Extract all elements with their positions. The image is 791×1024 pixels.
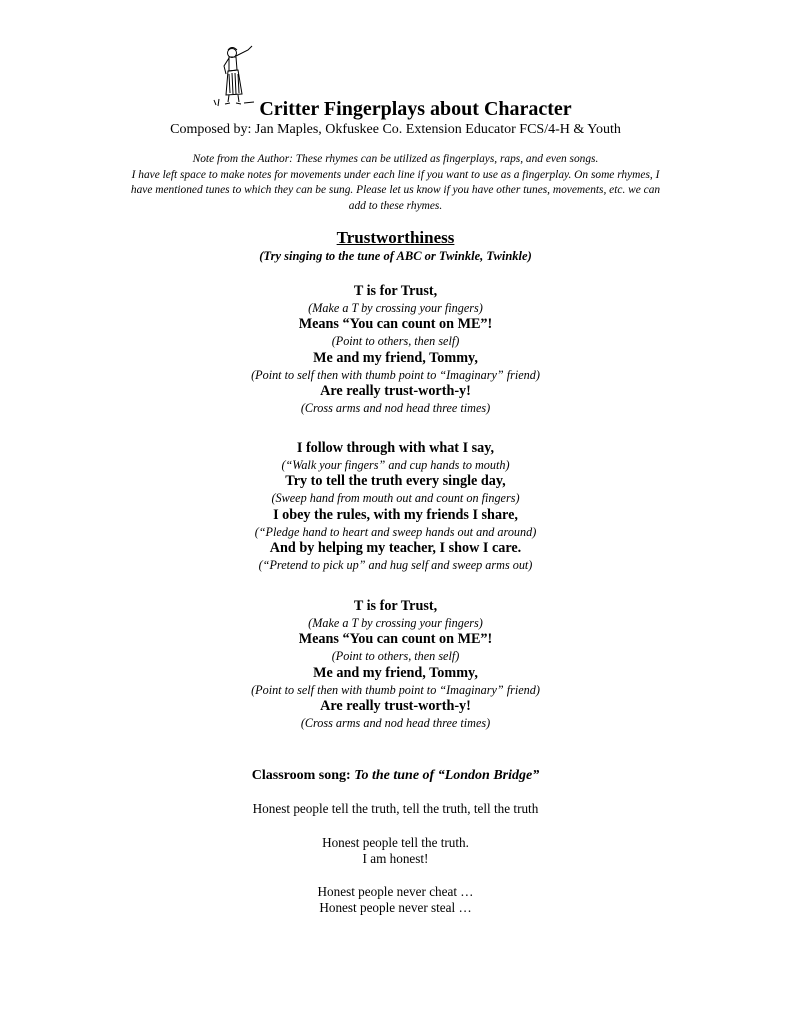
movement-note: (“Pledge hand to heart and sweep hands out and around) [254,524,537,539]
lyric-line: I follow through with what I say, [296,440,495,456]
lyric-line: T is for Trust, [353,598,438,614]
lyric-line: Means “You can count on ME”! [298,631,493,648]
movement-note: (Cross arms and nod head three times) [300,716,491,731]
lyric-line: T is for Trust, [353,283,438,299]
movement-note: (Make a T by crossing your fingers) [308,301,483,315]
song-line: Honest people never steal … [319,900,472,915]
section-title: Trustworthiness [336,228,455,247]
movement-note: (Point to others, then self) [331,334,460,349]
lyric-line: Me and my friend, Tommy, [313,349,478,366]
movement-note: (Make a T by crossing your fingers) [308,616,483,630]
stanza-1 [0,283,791,417]
author-note-line: add to these rhymes. [348,199,443,212]
section-subtitle: (Try singing to the tune of ABC or Twinkle, Twinkle) [259,249,532,263]
classroom-song-heading [0,767,791,785]
lyric-line: And by helping my teacher, I show I care. [269,540,522,557]
song-line: Honest people never cheat … [317,884,474,899]
stanza-2 [0,440,791,574]
author-note [84,152,707,214]
movement-note: (“Walk your fingers” and cup hands to mouth) [281,458,510,472]
movement-note: (Sweep hand from mouth out and count on fingers) [271,491,520,506]
author-note-line: Note from the Author: These rhymes can be utilized as fingerplays, raps, and even songs. [192,153,599,165]
author-note-line: have mentioned tunes to which they can be sung. Please let us know if you have other tunes, movements, etc. we can [130,184,661,197]
classroom-song-label: Classroom song: [251,768,355,783]
song-line: Honest people tell the truth, tell the truth, tell the truth [252,801,539,816]
movement-note: (“Pretend to pick up” and hug self and sweep arms out) [258,558,533,573]
classroom-song-tune: To the tune of “London Bridge” [354,768,540,783]
author-note-line: I have left space to make notes for movements under each line if you want to use as a fingerplay. On some rhymes, I [131,168,660,181]
lyric-line: I obey the rules, with my friends I share, [273,506,518,523]
lyric-line: Means “You can count on ME”! [298,316,493,333]
song-line: Honest people tell the truth. [322,835,469,850]
lyric-line: Me and my friend, Tommy, [313,664,478,681]
lyric-line: Try to tell the truth every single day, [285,473,506,490]
lyric-line: Are really trust-worth-y! [320,383,471,400]
movement-note: (Point to self then with thumb point to “Imaginary” friend) [251,682,540,697]
lyric-line: Are really trust-worth-y! [320,698,471,715]
movement-note: (Point to others, then self) [331,649,460,664]
composed-by-line: Composed by: Jan Maples, Okfuskee Co. Extension Educator FCS/4-H & Youth [170,122,621,137]
song-line: I am honest! [362,851,429,866]
page-title: Critter Fingerplays about Character [259,98,572,120]
stanza-3 [0,598,791,732]
movement-note: (Point to self then with thumb point to “Imaginary” friend) [251,367,540,382]
movement-note: (Cross arms and nod head three times) [300,401,491,416]
